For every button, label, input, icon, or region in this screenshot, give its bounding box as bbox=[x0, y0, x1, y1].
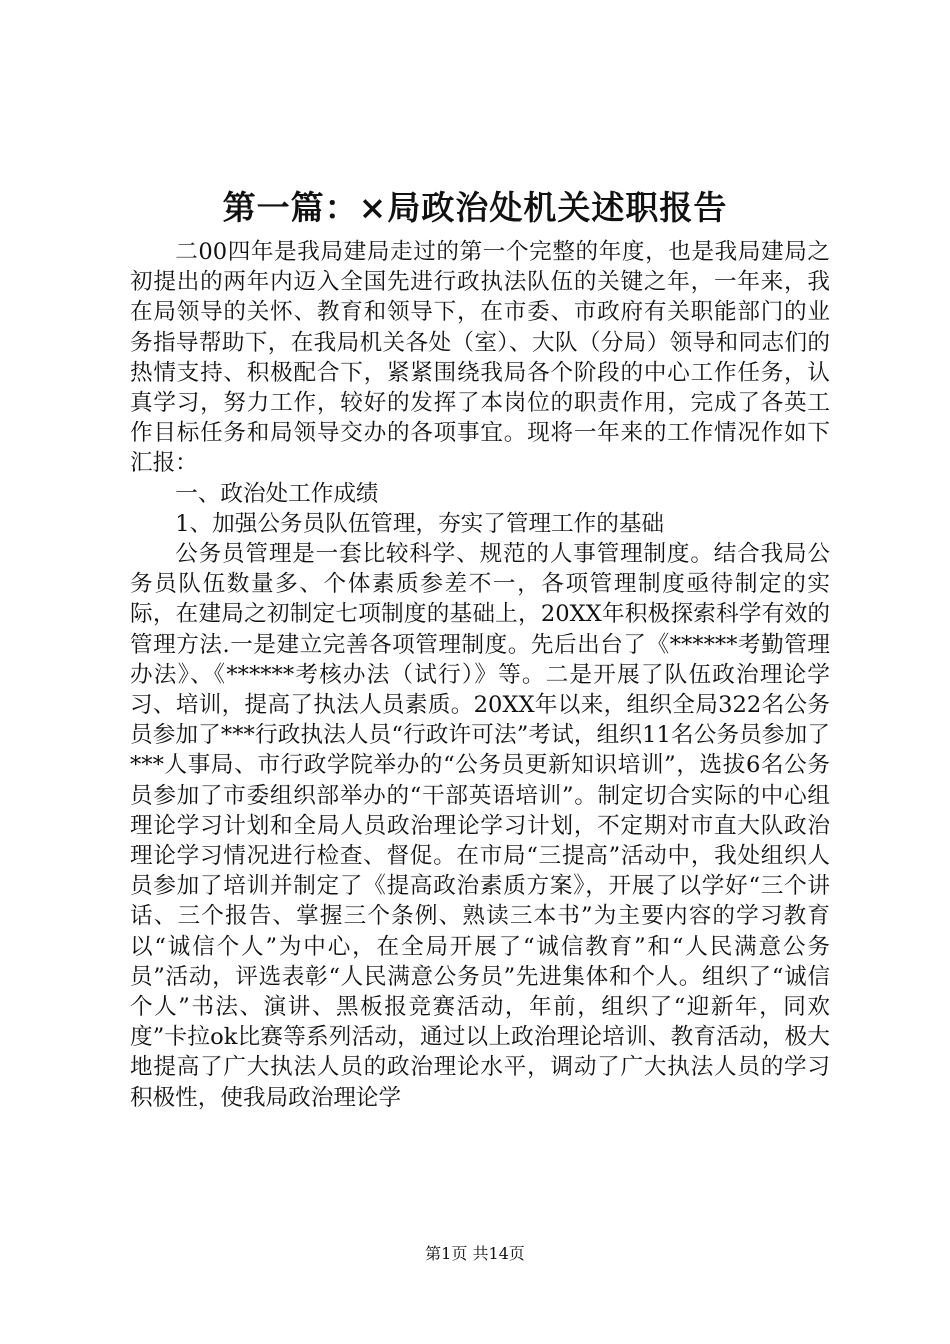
document-body bbox=[130, 237, 830, 1113]
subsection-heading: 1、加强公务员队伍管理，夯实了管理工作的基础 bbox=[175, 510, 665, 537]
body-paragraph: 二00四年是我局建局走过的第一个完整的年度，也是我局建局之初提出的两年内迈入全国先进行政执法队伍的关键之年，一年来，我在局领导的关怀、教育和领导下，在市委、市政府有关职能部门的业务指导帮助下，在我局机关各处（室）、大队（分局）领导和同志们的热情支持、积极配合下，紧紧围绕我局各个阶段的中心工作任务，认真学习，努力工作，较好的发挥了本岗位的职责作用，完成了各英工作目标任务和局领导交办的各项事宜。现将一年来的工作情况作如下汇报： bbox=[130, 239, 830, 477]
page-footer: 第1页 共14页 bbox=[425, 1244, 525, 1263]
document-title: 第一篇：×局政治处机关述职报告 bbox=[222, 188, 728, 227]
section-heading: 一、政治处工作成绩 bbox=[175, 480, 379, 507]
body-paragraph: 公务员管理是一套比较科学、规范的人事管理制度。结合我局公务员队伍数量多、个体素质参差不一，各项管理制度亟待制定的实际，在建局之初制定七项制度的基础上，20XX年积极探索科学有效的管理方法.一是建立完善各项管理制度。先后出台了《******考勤管理办法》、《******考核办法（试行）》等。二是开展了队伍政治理论学习、培训，提高了执法人员素质。20XX年以来，组织全局322名公务员参加了***行政执法人员“行政许可法”考试，组织11名公务员参加了***人事局、市行政学院举办的“公务员更新知识培训”，选拔6名公务员参加了市委组织部举办的“干部英语培训”。制定切合实际的中心组理论学习计划和全局人员政治理论学习计划，不定期对市直大队政治理论学习情况进行检查、督促。在市局“三提高”活动中，我处组织人员参加了培训并制定了《提高政治素质方案》，开展了以学好“三个讲话、三个报告、掌握三个条例、熟读三本书”为主要内容的学习教育以“诚信个人”为中心，在全局开展了“诚信教育”和“人民满意公务员”活动，评选表彰“人民满意公务员”先进集体和个人。组织了“诚信个人”书法、演讲、黑板报竞赛活动，年前，组织了“迎新年，同欢度”卡拉ok比赛等系列活动，通过以上政治理论培训、教育活动，极大地提高了广大执法人员的政治理论水平，调动了广大执法人员的学习积极性，使我局政治理论学 bbox=[130, 541, 830, 1111]
